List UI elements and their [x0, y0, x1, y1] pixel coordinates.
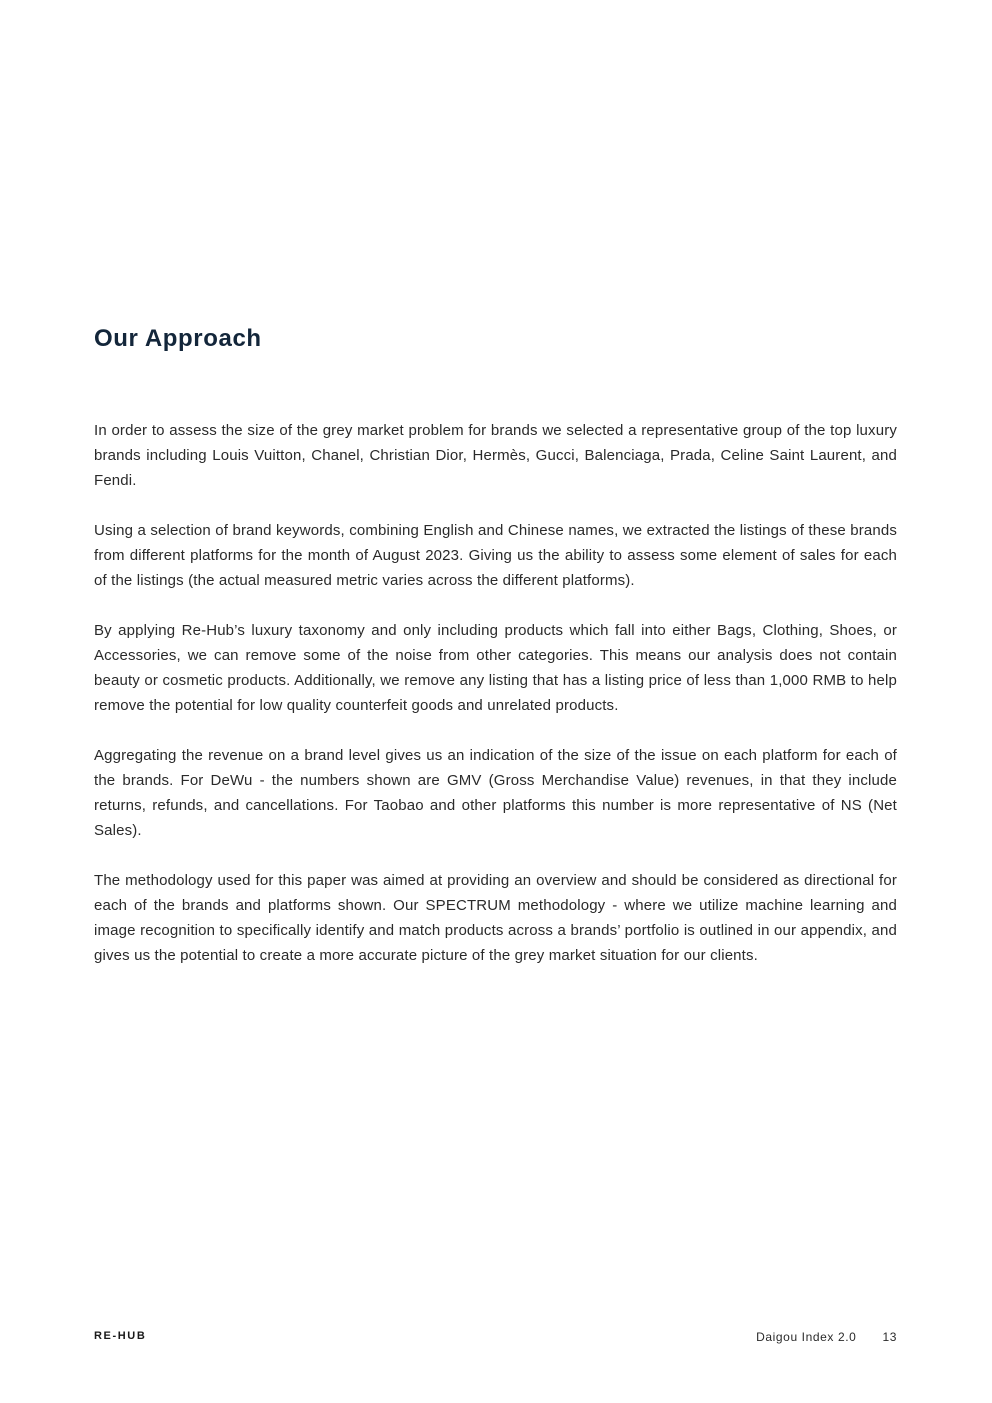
paragraph-taxonomy-filtering: By applying Re-Hub’s luxury taxonomy and only including products which fall into either Bags, Clothing, Shoes, or Accessories, we can remove some of the noise from other categories. This means our analysis does not contain beauty or cosmetic products. Additionally, we remove any listing that has a listing price of less than 1,000 RMB to help remove the potential for low quality counterfeit goods and unrelated products.: [94, 622, 897, 714]
page-title: Our Approach: [94, 325, 262, 352]
paragraph-methodology: The methodology used for this paper was aimed at providing an overview and should be considered as directional for each of the brands and platforms shown. Our SPECTRUM methodology - where we utilize machine learning and image recognition to specifically identify and match products across a brands’ portfolio is outlined in our appendix, and gives us the potential to create a more accurate picture of the grey market situation for our clients.: [94, 872, 897, 964]
paragraph-brand-selection: In order to assess the size of the grey market problem for brands we selected a representative group of the top luxury brands including Louis Vuitton, Chanel, Christian Dior, Hermès, Gucci, Balenciaga, Prada, Celine Saint Laurent, and Fendi.: [94, 422, 897, 489]
paragraph-revenue-aggregation: Aggregating the revenue on a brand level gives us an indication of the size of the issue on each platform for each of the brands. For DeWu - the numbers shown are GMV (Gross Merchandise Value) revenues, in that they include returns, refunds, and cancellations. For Taobao and other platforms this number is more representative of NS (Net Sales).: [94, 747, 897, 839]
paragraph-keyword-extraction: Using a selection of brand keywords, combining English and Chinese names, we extracted the listings of these brands from different platforms for the month of August 2023. Giving us the ability to assess some element of sales for each of the listings (the actual measured metric varies across the different platforms).: [94, 522, 897, 589]
footer-page-number: 13: [882, 1330, 897, 1344]
footer-document-name: Daigou Index 2.0: [756, 1330, 857, 1344]
footer-brand: RE-HUB: [94, 1330, 147, 1342]
body-text: [94, 418, 897, 993]
footer-info: [756, 1330, 897, 1344]
